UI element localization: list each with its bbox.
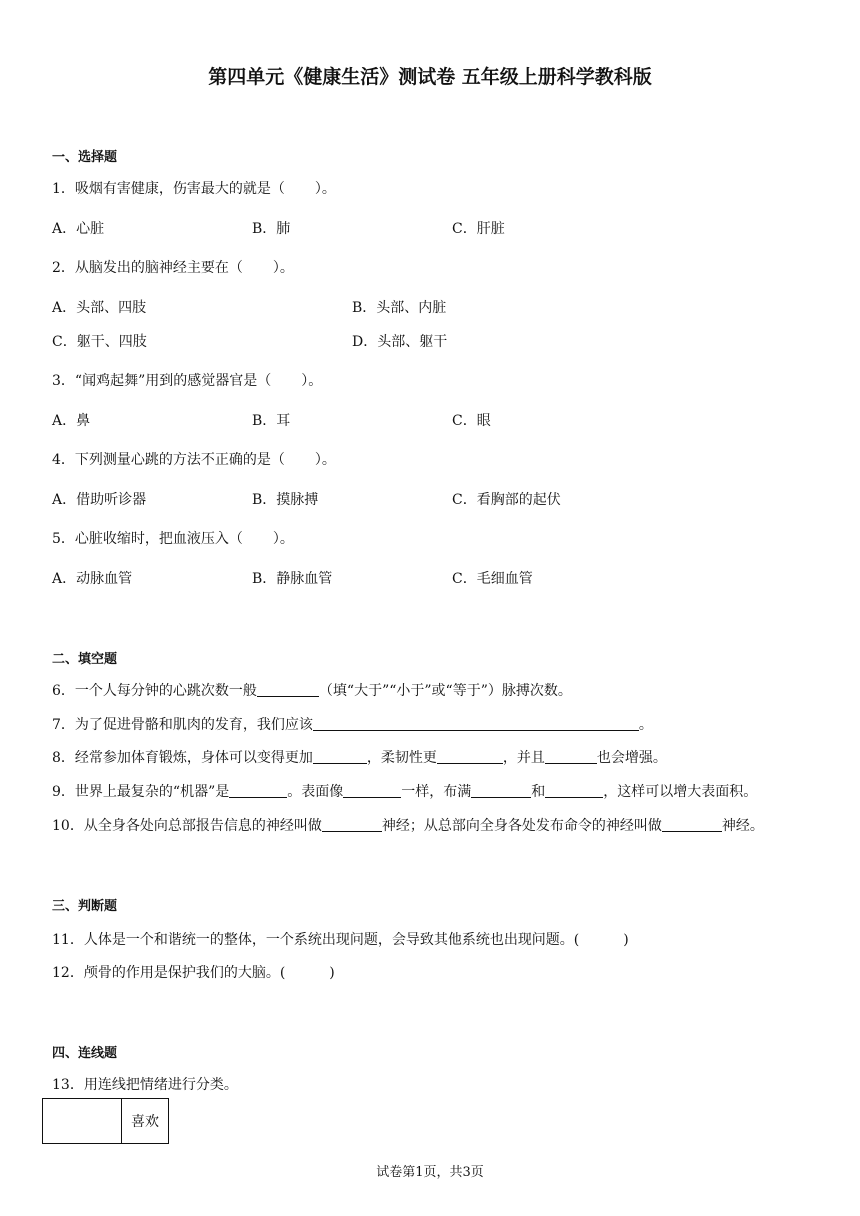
q2-option-d: D．头部、躯干	[352, 334, 448, 350]
q2-option-c: C．躯干、四肢	[52, 334, 147, 350]
question-5-stem: 5．心脏收缩时，把血液压入（	[52, 531, 243, 547]
fill-blank	[545, 749, 597, 764]
question-9	[52, 781, 757, 801]
question-7	[52, 714, 653, 734]
page-footer: 试卷第1页，共3页	[376, 1165, 484, 1180]
question-11-text-b: )	[623, 932, 629, 948]
question-6	[52, 680, 572, 700]
q1-option-b: B．肺	[252, 221, 291, 237]
q1-option-c: C．肝脏	[452, 221, 505, 237]
table-cell-emotion: 喜欢	[122, 1099, 169, 1144]
question-8-text-c: ，并且	[502, 750, 545, 766]
question-2-stem: 2．从脑发出的脑神经主要在（	[52, 260, 243, 276]
question-12-text-a: 12．颅骨的作用是保护我们的大脑。(	[52, 965, 286, 981]
question-11	[52, 929, 629, 949]
fill-blank	[471, 783, 531, 798]
q5-option-a: A．动脉血管	[52, 571, 133, 587]
fill-blank	[343, 783, 401, 798]
q2-option-a: A．头部、四肢	[52, 300, 147, 316]
question-4	[52, 449, 336, 469]
question-13: 13．用连线把情绪进行分类。	[52, 1077, 238, 1093]
q4-option-a: A．借助听诊器	[52, 492, 147, 508]
fill-blank	[322, 817, 382, 832]
question-10-text-c: 神经。	[721, 818, 764, 834]
question-2	[52, 257, 294, 277]
question-5	[52, 528, 294, 548]
table-cell-empty	[43, 1099, 122, 1144]
section-heading-judge: 三、判断题	[52, 899, 118, 914]
question-9-text-e: ，这样可以增大表面积。	[603, 784, 758, 800]
q4-option-b: B．摸脉搏	[252, 492, 319, 508]
q3-option-a: A．鼻	[52, 413, 91, 429]
table-row	[43, 1099, 169, 1144]
fill-blank	[257, 682, 319, 697]
fill-blank	[313, 749, 367, 764]
question-9-text-c: 一样，布满	[401, 784, 472, 800]
q3-option-c: C．眼	[452, 413, 491, 429]
question-8-text-b: ，柔韧性更	[366, 750, 437, 766]
question-3-stem: 3．“闻鸡起舞”用到的感觉器官是（	[52, 373, 272, 389]
matching-table	[42, 1098, 169, 1144]
question-8-text-a: 8．经常参加体育锻炼，身体可以变得更加	[52, 750, 313, 766]
fill-blank	[437, 749, 503, 764]
section-heading-match: 四、连线题	[52, 1046, 118, 1061]
page-title: 第四单元《健康生活》测试卷 五年级上册科学教科版	[208, 66, 652, 88]
section-heading-fill: 二、填空题	[52, 652, 118, 667]
question-3	[52, 370, 322, 390]
q3-option-b: B．耳	[252, 413, 291, 429]
q1-option-a: A．心脏	[52, 221, 105, 237]
question-9-text-b: 。表面像	[287, 784, 344, 800]
question-12	[52, 962, 335, 982]
q2-option-b: B．头部、内脏	[352, 300, 447, 316]
question-1-stem-end: ）。	[314, 181, 336, 197]
question-9-text-d: 和	[531, 784, 546, 800]
question-9-text-a: 9．世界上最复杂的“机器”是	[52, 784, 230, 800]
question-8-text-d: 也会增强。	[596, 750, 667, 766]
section-heading-choice: 一、选择题	[52, 150, 118, 165]
fill-blank	[662, 817, 722, 832]
question-3-stem-end: ）。	[301, 373, 323, 389]
question-1-stem: 1．吸烟有害健康，伤害最大的就是（	[52, 181, 285, 197]
question-12-text-b: )	[329, 965, 335, 981]
question-6-text-b: （填“大于”“小于”或“等于”）脉搏次数。	[318, 683, 572, 699]
question-2-stem-end: ）。	[272, 260, 294, 276]
question-4-stem-end: ）。	[314, 452, 336, 468]
question-7-text-b: 。	[638, 717, 653, 733]
question-10-text-b: 神经；从总部向全身各处发布命令的神经叫做	[381, 818, 662, 834]
question-6-text-a: 6．一个人每分钟的心跳次数一般	[52, 683, 257, 699]
question-11-text-a: 11．人体是一个和谐统一的整体，一个系统出现问题，会导致其他系统也出现问题。(	[52, 932, 580, 948]
fill-blank	[229, 783, 287, 798]
q5-option-c: C．毛细血管	[452, 571, 533, 587]
fill-blank	[545, 783, 603, 798]
question-5-stem-end: ）。	[272, 531, 294, 547]
q5-option-b: B．静脉血管	[252, 571, 333, 587]
question-4-stem: 4．下列测量心跳的方法不正确的是（	[52, 452, 285, 468]
question-10	[52, 815, 764, 835]
q4-option-c: C．看胸部的起伏	[452, 492, 561, 508]
question-7-text-a: 7．为了促进骨骼和肌肉的发育，我们应该	[52, 717, 313, 733]
question-10-text-a: 10．从全身各处向总部报告信息的神经叫做	[52, 818, 322, 834]
question-1	[52, 178, 336, 198]
question-8	[52, 747, 667, 767]
fill-blank	[313, 716, 639, 731]
